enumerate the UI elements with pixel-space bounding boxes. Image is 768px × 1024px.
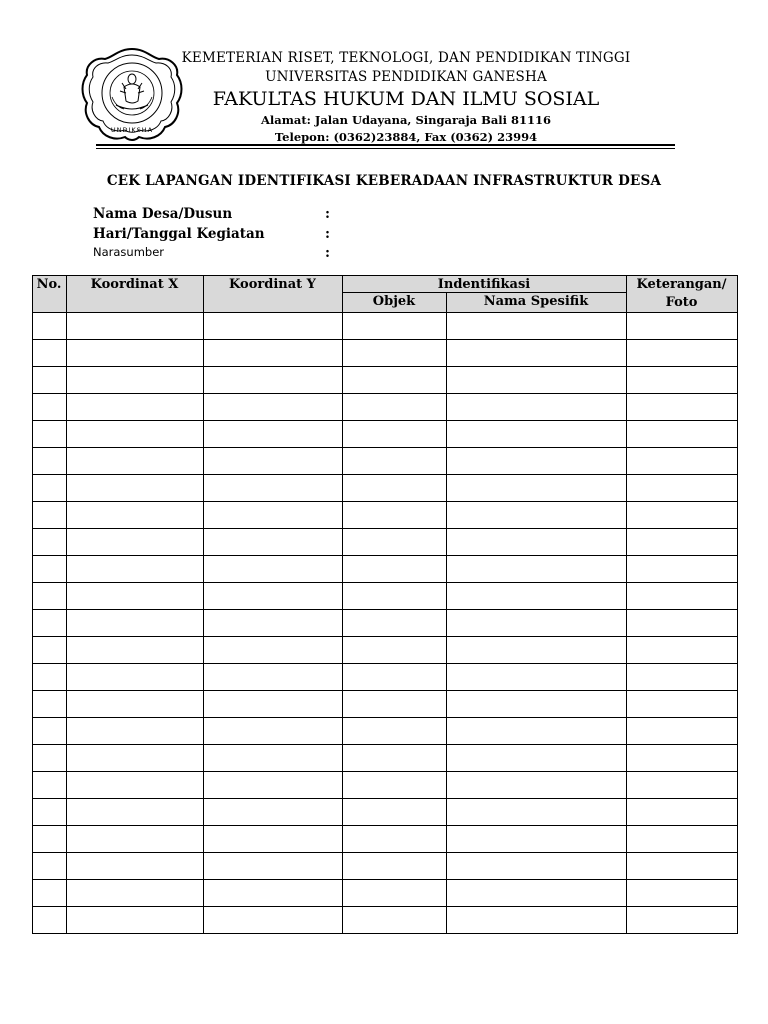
table-row <box>32 636 737 663</box>
table-row <box>32 582 737 609</box>
table-row <box>32 501 737 528</box>
table-row <box>32 852 737 879</box>
address-line: Alamat: Jalan Udayana, Singaraja Bali 81116 <box>260 113 552 127</box>
table-row <box>32 339 737 366</box>
field-separator: : <box>325 245 330 261</box>
table-row <box>32 555 737 582</box>
header-keterangan: Keterangan/ <box>636 277 727 292</box>
phone-line: Telepon: (0362)23884, Fax (0362) 23994 <box>274 130 538 144</box>
table-row <box>32 312 737 339</box>
document-title: CEK LAPANGAN IDENTIFIKASI KEBERADAAN INFRASTRUKTUR DESA <box>106 173 662 189</box>
header-objek: Objek <box>372 294 416 309</box>
table-row <box>32 825 737 852</box>
header-koordinat-y: Koordinat Y <box>229 277 316 292</box>
table-row <box>32 717 737 744</box>
identifikasi-subheader-line <box>342 292 626 293</box>
field-narasumber <box>93 245 330 261</box>
header-koordinat-x: Koordinat X <box>90 277 179 292</box>
letterhead-divider-thick <box>96 144 675 146</box>
field-separator: : <box>325 206 330 222</box>
table-row <box>32 798 737 825</box>
table-border-top <box>32 275 737 276</box>
table-row <box>32 420 737 447</box>
table-row <box>32 447 737 474</box>
field-label: Hari/Tanggal Kegiatan <box>93 226 265 242</box>
table-row <box>32 771 737 798</box>
table-row <box>32 474 737 501</box>
table-row <box>32 663 737 690</box>
header-no: No. <box>36 277 62 292</box>
header-nama-spesifik: Nama Spesifik <box>483 294 589 309</box>
field-label: Narasumber <box>93 245 165 259</box>
field-nama-desa <box>93 206 330 222</box>
university-name: UNIVERSITAS PENDIDIKAN GANESHA <box>265 69 547 85</box>
table-row <box>32 879 737 906</box>
table-row <box>32 690 737 717</box>
table-row <box>32 528 737 555</box>
table-row <box>32 393 737 420</box>
inventory-table <box>32 275 737 934</box>
header-identifikasi: Indentifikasi <box>437 277 531 292</box>
table-border-right <box>737 275 738 934</box>
table-row <box>32 906 737 933</box>
svg-text:UNDIKSHA: UNDIKSHA <box>110 126 154 134</box>
table-row <box>32 744 737 771</box>
table-border-bottom <box>32 933 738 934</box>
table-row <box>32 609 737 636</box>
field-separator: : <box>325 226 330 242</box>
ministry-name: KEMETERIAN RISET, TEKNOLOGI, DAN PENDIDIKAN TINGGI <box>181 50 631 66</box>
table-row <box>32 366 737 393</box>
faculty-name: FAKULTAS HUKUM DAN ILMU SOSIAL <box>212 88 600 110</box>
letterhead-divider-thin <box>96 148 675 149</box>
field-hari-tanggal <box>93 226 330 242</box>
field-label: Nama Desa/Dusun <box>93 206 233 222</box>
header-foto: Foto <box>665 295 698 310</box>
